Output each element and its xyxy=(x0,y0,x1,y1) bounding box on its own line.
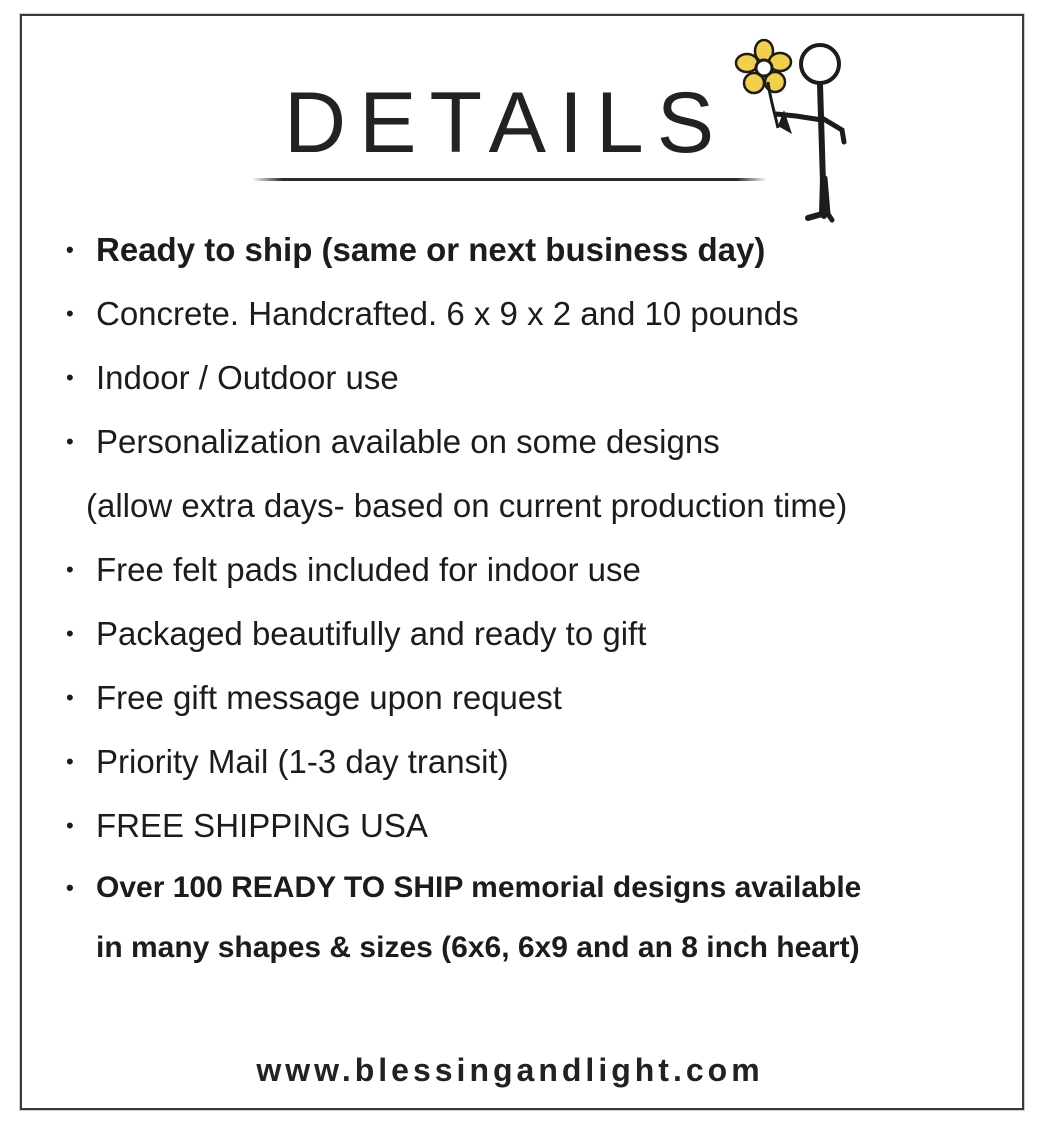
detail-text: Free felt pads included for indoor use xyxy=(96,551,641,588)
list-item-continuation xyxy=(60,474,960,538)
detail-text: Ready to ship (same or next business day) xyxy=(96,231,766,268)
detail-text: FREE SHIPPING USA xyxy=(96,807,428,844)
list-item xyxy=(60,602,960,666)
detail-text: in many shapes & sizes (6x6, 6x9 and an 8 inch heart) xyxy=(96,931,860,964)
list-item xyxy=(60,858,960,918)
list-item xyxy=(60,538,960,602)
bullet-glyph: • xyxy=(66,429,74,454)
stick-figure-with-flower-icon xyxy=(724,38,850,228)
list-item xyxy=(60,666,960,730)
list-item xyxy=(60,218,960,282)
details-list xyxy=(60,218,960,978)
page-title: DETAILS xyxy=(284,75,728,171)
detail-text: Free gift message upon request xyxy=(96,679,562,716)
bullet-glyph: • xyxy=(66,813,74,838)
detail-text: Concrete. Handcrafted. 6 x 9 x 2 and 10 pounds xyxy=(96,295,799,332)
bullet-glyph: • xyxy=(66,621,74,646)
bullet-glyph: • xyxy=(66,557,74,582)
flower-icon xyxy=(736,40,791,93)
website-url: www.blessingandlight.com xyxy=(256,1052,764,1088)
title-underline xyxy=(252,178,767,181)
detail-text: Packaged beautifully and ready to gift xyxy=(96,615,647,652)
list-item-continuation xyxy=(60,918,960,978)
list-item xyxy=(60,282,960,346)
list-item xyxy=(60,346,960,410)
bullet-glyph: • xyxy=(66,237,74,262)
list-item xyxy=(60,410,960,474)
bullet-glyph: • xyxy=(66,685,74,710)
bullet-glyph: • xyxy=(66,749,74,774)
bullet-glyph: • xyxy=(66,365,74,390)
detail-text: Priority Mail (1-3 day transit) xyxy=(96,743,509,780)
detail-text: Indoor / Outdoor use xyxy=(96,359,399,396)
detail-text: Personalization available on some designs xyxy=(96,423,720,460)
detail-text: Over 100 READY TO SHIP memorial designs available xyxy=(96,871,862,904)
bullet-glyph: • xyxy=(66,301,74,326)
detail-text: (allow extra days- based on current production time) xyxy=(86,487,848,524)
bullet-glyph: • xyxy=(66,875,74,900)
list-item xyxy=(60,794,960,858)
list-item xyxy=(60,730,960,794)
